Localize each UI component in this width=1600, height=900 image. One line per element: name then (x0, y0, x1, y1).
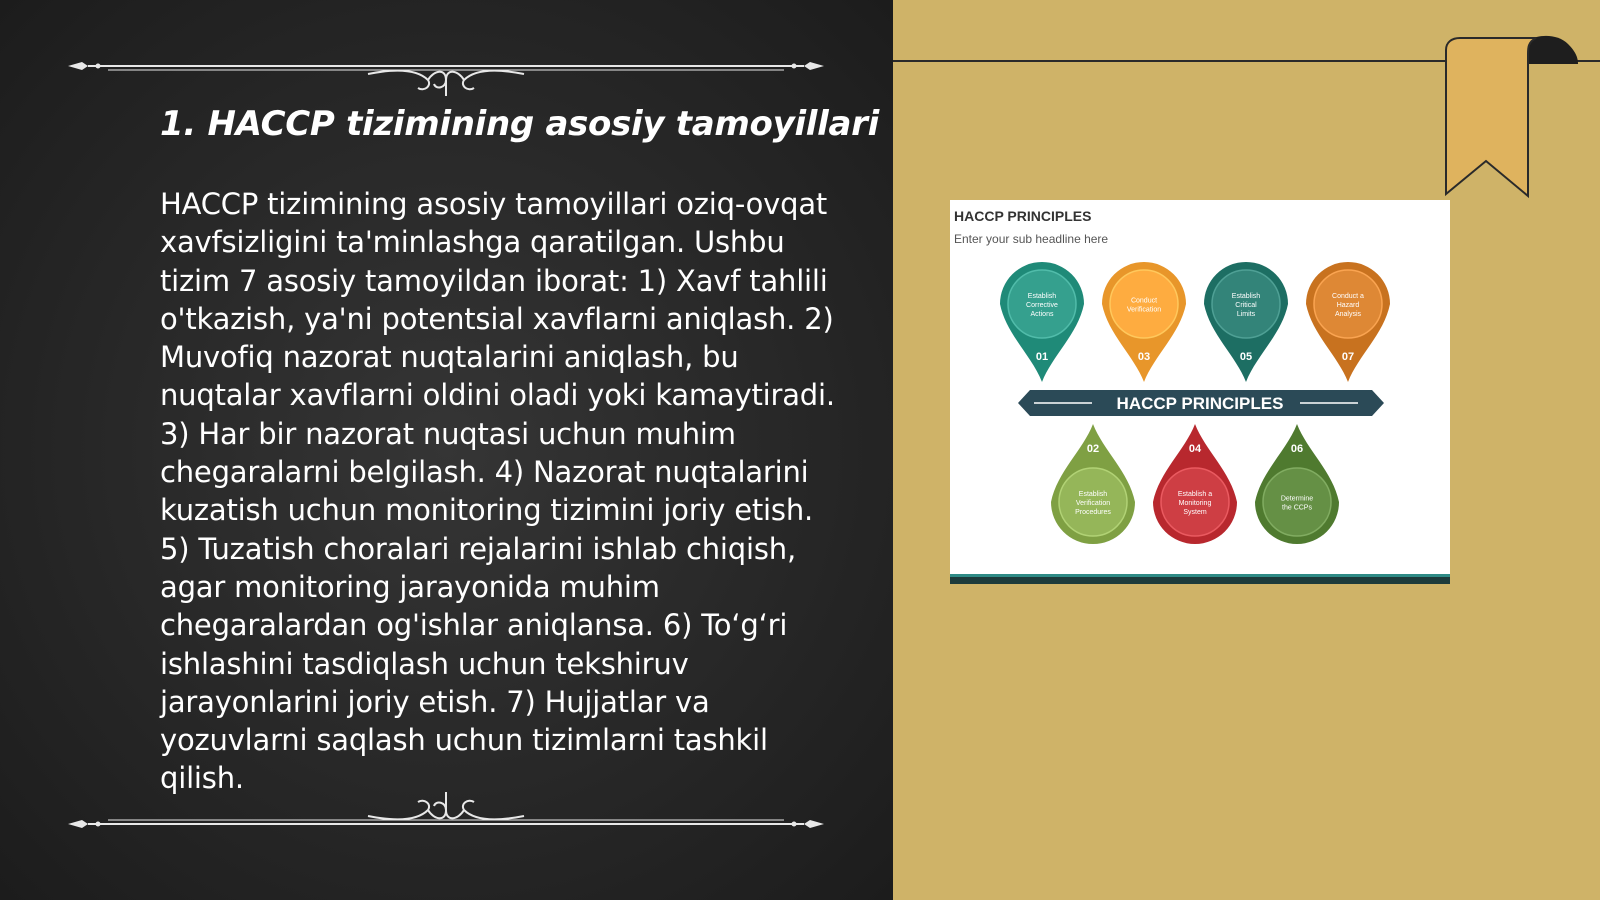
ornament-divider-bottom-icon (68, 782, 824, 832)
slide-body-text: HACCP tizimining asosiy tamoyillari oziq-ovqat xavfsizligini ta'minlashga qaratilgan. Ushbu tizim 7 asosiy tamoyildan iborat: 1) Xavf tahlili o'tkazish, ya'ni potentsial xavflarni aniqlash. 2) Muvofiq nazorat nuqtalarini aniqlash, bu nuqtalar xavflarni oldini oladi yoki kamaytiradi. 3) Har bir nazorat nuqtasi uchun muhim chegaralarni belgilash. 4) Nazorat nuqtalarini kuzatish uchun monitoring tizimini joriy etish. 5) Tuzatish choralari rejalarini ishlab chiqish, agar monitoring jarayonida muhim chegaralardan og'ishlar aniqlansa. 6) To‘g‘ri ishlashini tasdiqlash uchun tekshiruv jarayonlarini joriy etish. 7) Hujjatlar va yozuvlarni saqlash uchun tizimlarni tashkil qilish. (160, 187, 835, 796)
pin-label: Conduct Verification (1126, 297, 1162, 314)
figure-subtitle: Enter your sub headline here (954, 232, 1109, 246)
pin-label: Establish Verification Procedures (1075, 491, 1111, 516)
pin-number: 04 (1188, 443, 1202, 455)
pin-label: Establish a Monitoring System (1177, 491, 1213, 516)
pin-label: Establish Corrective Actions (1026, 293, 1058, 318)
pin-number: 02 (1086, 443, 1100, 455)
principles-banner (1018, 390, 1384, 416)
principles-diagram (950, 200, 1450, 584)
bookmark-ribbon-icon (1428, 34, 1588, 199)
principle-pin-05 (1204, 262, 1288, 382)
principle-pin-07 (1306, 262, 1390, 382)
principle-pin-01 (1000, 262, 1084, 382)
pin-number: 06 (1290, 443, 1304, 455)
principle-pin-06 (1255, 424, 1339, 544)
pin-number: 01 (1035, 351, 1049, 363)
figure-bottom-bar (950, 577, 1450, 584)
slide-title: 1. HACCP tizimining asosiy tamoyillari (160, 104, 879, 144)
figure-title: HACCP PRINCIPLES (954, 208, 1092, 224)
pin-label: Establish Critical Limits (1231, 293, 1261, 318)
banner-label: HACCP PRINCIPLES (1116, 394, 1284, 413)
pin-label: Conduct a Hazard Analysis (1332, 293, 1364, 318)
pin-label: Determine the CCPs (1280, 495, 1314, 512)
haccp-principles-figure (950, 200, 1450, 584)
principle-pin-03 (1102, 262, 1186, 382)
principle-pin-04 (1153, 424, 1237, 544)
pin-number: 07 (1341, 351, 1355, 363)
ornament-divider-top-icon (68, 46, 824, 96)
pin-number: 03 (1137, 351, 1151, 363)
principle-pin-02 (1051, 424, 1135, 544)
pin-number: 05 (1239, 351, 1253, 363)
